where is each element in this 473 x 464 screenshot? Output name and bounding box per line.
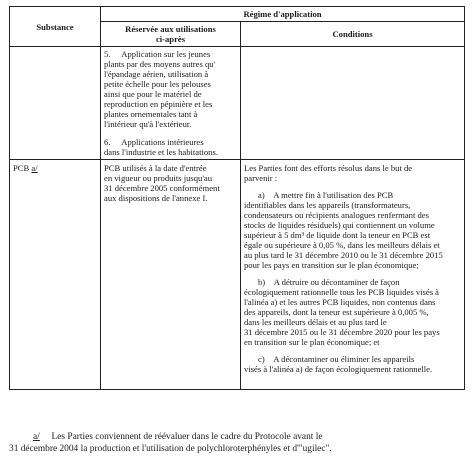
condition-text: condensateurs ou récipients analogues renfermant des <box>244 209 429 220</box>
footnote-mark: a/ <box>33 432 40 442</box>
reserved-uses-header <box>101 22 241 47</box>
condition-text: des appareils, dont la teneur est supérieure à 0,005 %, <box>244 307 429 318</box>
reserved-text-line: aux dispositions de l'annexe I. <box>104 192 208 203</box>
condition-text: dans les meilleurs délais et au plus tard le <box>244 317 387 328</box>
item-text: petite échelle pour les pelouses <box>104 79 211 90</box>
condition-item-a <box>244 190 461 270</box>
condition-label: a) <box>258 189 265 200</box>
condition-item-c <box>244 354 461 374</box>
item-text: reproduction en pépinière et les <box>104 99 213 110</box>
reserved-text-line: 31 décembre 2005 conformément <box>104 182 220 193</box>
condition-text: stocks de liquides résiduels) qui contiennent un volume <box>244 219 435 230</box>
table-row <box>10 159 465 389</box>
footnote <box>9 431 464 455</box>
substance-cell <box>10 159 101 389</box>
conditions-intro: Les Parties font des efforts résolus dans le but de <box>244 162 413 173</box>
footnote-reference: a/ <box>31 162 38 173</box>
regime-group-header: Régime d'application <box>101 7 465 22</box>
condition-text: A décontaminer ou éliminer les appareils <box>273 354 415 365</box>
item-text: l'épandage aérien, utilisation à <box>104 69 209 80</box>
footnote-text-line2: 31 décembre 2004 la production et l'utilisation de polychloroterphényles et d'"ugilec". <box>9 444 332 455</box>
condition-text: au plus tard le 31 décembre 2010 ou le 31 décembre 2015 <box>244 249 443 260</box>
condition-text: identifiables dans les appareils (transformateurs, <box>244 199 411 210</box>
condition-text: égale ou supérieure à 0,05 %, dans les meilleurs délais et <box>244 239 440 250</box>
condition-text: A détruire ou décontaminer de façon <box>273 277 400 288</box>
condition-item-b <box>244 277 461 347</box>
item-text: dans l'industrie et les habitations. <box>104 146 218 157</box>
conditions-header: Conditions <box>241 22 465 47</box>
condition-text: en transition sur le plan économique; et <box>244 337 380 348</box>
condition-text: A mettre fin à l'utilisation des PCB <box>273 189 394 200</box>
item-text: Application sur les jeunes <box>121 49 211 60</box>
reserved-text-line: en vigueur ou produits jusqu'au <box>104 172 213 183</box>
substance-name: PCB <box>13 162 30 173</box>
reserved-uses-header-line2: ci-après <box>155 34 186 45</box>
application-regime-table <box>9 6 465 390</box>
reserved-uses-header-line1: Réservée aux utilisations <box>125 24 216 35</box>
condition-text: visés à l'alinéa a) de façon écologiquement rationnelle. <box>244 364 433 375</box>
substance-header: Substance <box>10 7 101 47</box>
item-text: plants par des moyens autres qu' <box>104 59 216 70</box>
footnote-text-line1: Les Parties conviennent de réévaluer dans le cadre du Protocole avant le <box>51 432 323 442</box>
item-text: plantes ornementales tant à <box>104 109 198 120</box>
reserved-item-5 <box>104 49 237 129</box>
item-text: ainsi que pour le matériel de <box>104 89 202 100</box>
reserved-text-line: PCB utilisés à la date d'entrée <box>104 162 207 173</box>
item-text: l'intérieur qu'à l'extérieur. <box>104 119 192 130</box>
condition-text: l'alinéa a) et les autres PCB liquides, non contenus dans <box>244 297 436 308</box>
substance-cell <box>10 47 101 159</box>
condition-text: pour les pays en transition sur le plan économique; <box>244 260 419 271</box>
reserved-item-6 <box>104 137 237 157</box>
item-text: Applications intérieures <box>121 136 204 147</box>
item-number: 5. <box>104 49 111 60</box>
reserved-uses-cell <box>101 47 241 159</box>
condition-text: supérieur à 5 dm³ de liquide dont la teneur en PCB est <box>244 229 431 240</box>
conditions-intro: parvenir : <box>244 172 278 183</box>
reserved-uses-cell <box>101 159 241 389</box>
item-number: 6. <box>104 136 111 147</box>
conditions-cell <box>241 159 465 389</box>
conditions-cell <box>241 47 465 159</box>
condition-text: 31 décembre 2015 ou le 31 décembre 2020 pour les pays <box>244 327 440 338</box>
table-row <box>10 47 465 159</box>
condition-label: b) <box>258 277 266 288</box>
condition-label: c) <box>258 354 265 365</box>
condition-text: écologiquement rationnelle tous les PCB liquides visés à <box>244 287 440 298</box>
